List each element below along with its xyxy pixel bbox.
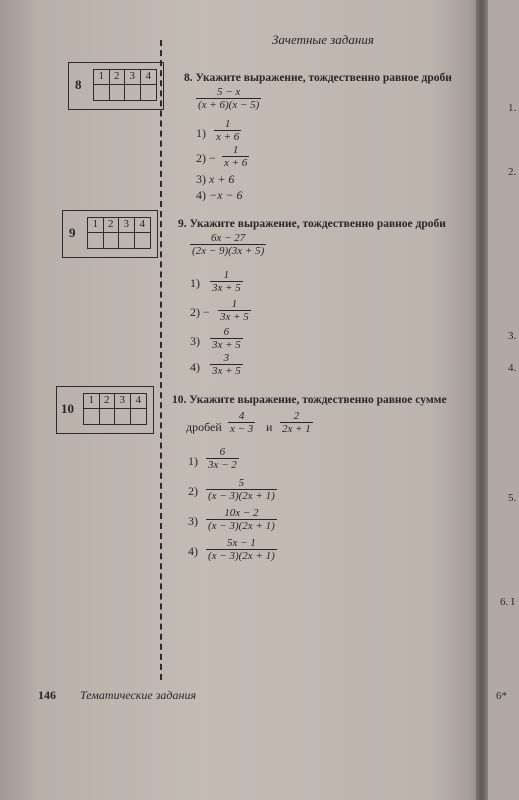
answer-cell[interactable] [104,233,120,248]
minus-sign: − [203,305,210,319]
task-9-option-1 [190,276,200,291]
option-fraction [206,507,277,532]
right-page-item: 6* [496,690,507,702]
denominator: 3x + 5 [212,339,241,351]
answer-col-label: 2 [100,394,116,409]
task-8-expression [196,86,261,111]
task-8-option-2 [196,151,216,166]
answer-cell[interactable] [141,85,157,100]
denominator: 3x + 5 [220,311,249,323]
right-page-item: 6. I [500,596,515,608]
denominator: (2x − 9)(3x + 5) [192,245,265,257]
option-fraction [210,326,243,351]
denominator: 2x + 1 [282,423,311,435]
task-8-prompt: 8. Укажите выражение, тождественно равное дроби [184,72,452,84]
option-label: 2) [190,305,200,319]
answer-box-10 [56,386,154,434]
task-9-expression [190,232,266,257]
task-9-prompt: 9. Укажите выражение, тождественно равное дроби [178,218,446,230]
minus-sign: − [209,151,216,165]
task-10-option-4 [188,544,198,559]
right-page-item: 5. [508,492,517,504]
answer-cell[interactable] [135,233,151,248]
task-10-option-2 [188,484,198,499]
option-fraction [210,352,243,377]
answer-col-label: 4 [141,70,157,85]
right-page-edge [488,0,519,800]
running-header: Зачетные задания [272,32,374,47]
answer-col-label: 1 [94,70,110,85]
numerator: 1 [224,118,231,130]
option-fraction [222,144,249,169]
answer-cell[interactable] [131,409,147,424]
answer-cell[interactable] [94,85,110,100]
denominator: (x − 3)(2x + 1) [208,490,275,502]
answer-cell[interactable] [100,409,116,424]
answer-box-number: 9 [69,225,76,240]
answer-cell[interactable] [115,409,131,424]
option-fraction [206,477,277,502]
right-page-item: 1. [508,102,517,114]
numerator: 6x − 27 [210,232,246,244]
footer-section: Тематические задания [80,688,197,702]
numerator: 5 [238,477,245,489]
option-fraction [206,446,239,471]
denominator: 3x − 2 [208,459,237,471]
denominator: x + 6 [224,157,248,169]
option-label: 1) [190,276,200,290]
answer-col-label: 3 [115,394,131,409]
numerator: 6 [223,326,230,338]
task-9-option-3 [190,334,200,349]
answer-col-label: 2 [110,70,126,85]
answer-box-number: 8 [75,77,82,92]
denominator: x − 3 [230,423,254,435]
answer-cell[interactable] [88,233,104,248]
denominator: (x − 3)(2x + 1) [208,520,275,532]
numerator: 6 [219,446,226,458]
option-fraction [210,269,243,294]
option-label: 4) [188,544,198,558]
cut-line [160,40,162,680]
numerator: 10x − 2 [224,507,259,519]
answer-col-label: 1 [84,394,100,409]
option-fraction [218,298,251,323]
denominator: (x − 3)(2x + 1) [208,550,275,562]
option-fraction [214,118,241,143]
answer-grid [87,217,151,249]
denominator: x + 6 [216,131,240,143]
book-spine [476,0,488,800]
option-label: 3) [188,514,198,528]
task-9-option-4 [190,360,200,375]
page-number: 146 [38,688,56,702]
task-10-fraction-a [228,410,255,435]
option-label: 4) [196,188,206,202]
option-text: −x − 6 [209,188,243,202]
answer-box-9 [62,210,158,258]
task-8-option-3 [196,172,234,187]
option-label: 2) [196,151,206,165]
denominator: (x + 6)(x − 5) [198,99,260,111]
task-8-option-4 [196,188,243,203]
numerator: 1 [231,298,238,310]
task-9-option-2 [190,305,210,320]
option-label: 1) [196,126,206,140]
answer-col-label: 2 [104,218,120,233]
numerator: 2 [293,410,300,422]
option-label: 4) [190,360,200,374]
option-label: 3) [190,334,200,348]
option-fraction [206,537,277,562]
task-8-option-1 [196,126,206,141]
numerator: 1 [223,269,230,281]
task-10-option-3 [188,514,198,529]
answer-grid [83,393,147,425]
answer-col-label: 4 [135,218,151,233]
task-10-prompt: 10. Укажите выражение, тождественно равное сумме [172,394,447,406]
answer-col-label: 3 [125,70,141,85]
numerator: 5x − 1 [226,537,256,549]
right-page-item: 3. [508,330,517,342]
task-10-option-1 [188,454,198,469]
option-label: 1) [188,454,198,468]
option-text: x + 6 [209,172,235,186]
numerator: 1 [232,144,239,156]
option-label: 3) [196,172,206,186]
numerator: 3 [223,352,230,364]
denominator: 3x + 5 [212,282,241,294]
task-10-fraction-b [280,410,313,435]
answer-box-8 [68,62,164,110]
conjunction: и [266,420,273,434]
answer-cell[interactable] [125,85,141,100]
denominator: 3x + 5 [212,365,241,377]
numerator: 5 − x [216,86,241,98]
answer-grid [93,69,157,101]
answer-col-label: 3 [119,218,135,233]
answer-col-label: 1 [88,218,104,233]
answer-cell[interactable] [84,409,100,424]
answer-box-number: 10 [61,401,74,416]
right-page-item: 4. [508,362,517,374]
numerator: 4 [238,410,245,422]
option-label: 2) [188,484,198,498]
task-10-prompt-cont: дробей [186,420,222,434]
answer-cell[interactable] [119,233,135,248]
answer-cell[interactable] [110,85,126,100]
right-page-item: 2. [508,166,517,178]
answer-col-label: 4 [131,394,147,409]
